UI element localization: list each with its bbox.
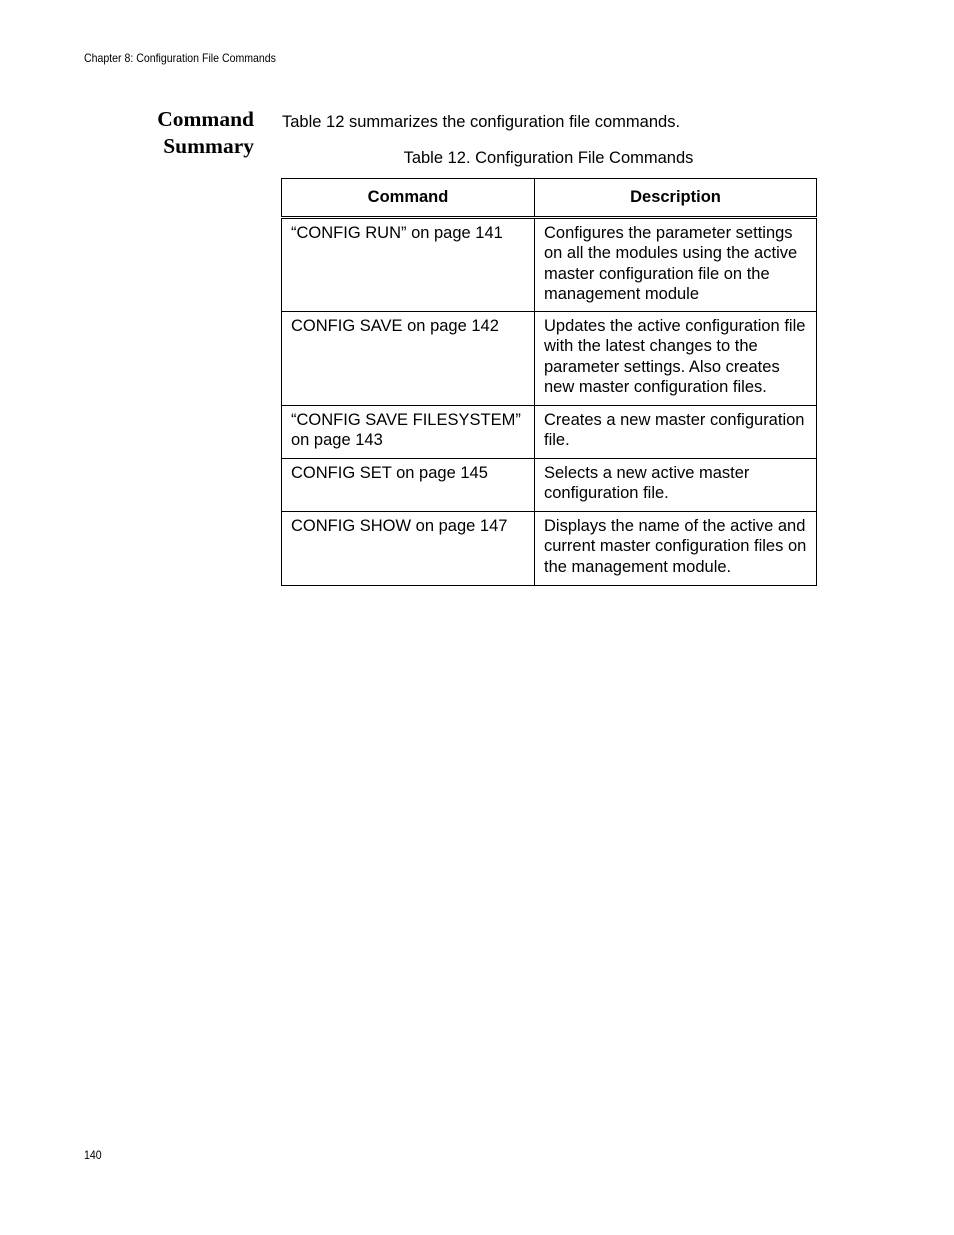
table-header-row (282, 179, 817, 218)
section-heading (120, 106, 254, 160)
section-heading-line1: Command (157, 107, 254, 131)
command-cell: “CONFIG RUN” on page 141 (282, 218, 535, 312)
description-cell: Configures the parameter settings on all the modules using the active master configuration file on the management module (535, 218, 817, 312)
command-cell: “CONFIG SAVE FILESYSTEM” on page 143 (282, 406, 535, 459)
table-caption: Table 12. Configuration File Commands (403, 149, 694, 167)
running-header: Chapter 8: Configuration File Commands (84, 51, 276, 65)
table-row (282, 312, 817, 406)
table-row (282, 218, 817, 312)
page-number: 140 (84, 1148, 102, 1162)
column-header-command: Command (282, 179, 535, 218)
intro-paragraph: Table 12 summarizes the configuration file commands. (282, 113, 681, 131)
description-cell: Creates a new master configuration file. (535, 406, 817, 459)
table-row (282, 512, 817, 586)
table-row (282, 459, 817, 512)
column-header-description: Description (535, 179, 817, 218)
description-cell: Selects a new active master configuration file. (535, 459, 817, 512)
command-cell: CONFIG SHOW on page 147 (282, 512, 535, 586)
command-cell: CONFIG SAVE on page 142 (282, 312, 535, 406)
description-cell: Updates the active configuration file with the latest changes to the parameter settings. Also creates new master configuration files. (535, 312, 817, 406)
description-cell: Displays the name of the active and current master configuration files on the management module. (535, 512, 817, 586)
command-cell: CONFIG SET on page 145 (282, 459, 535, 512)
section-heading-line2: Summary (163, 134, 254, 158)
table-row (282, 406, 817, 459)
commands-table (281, 178, 817, 586)
